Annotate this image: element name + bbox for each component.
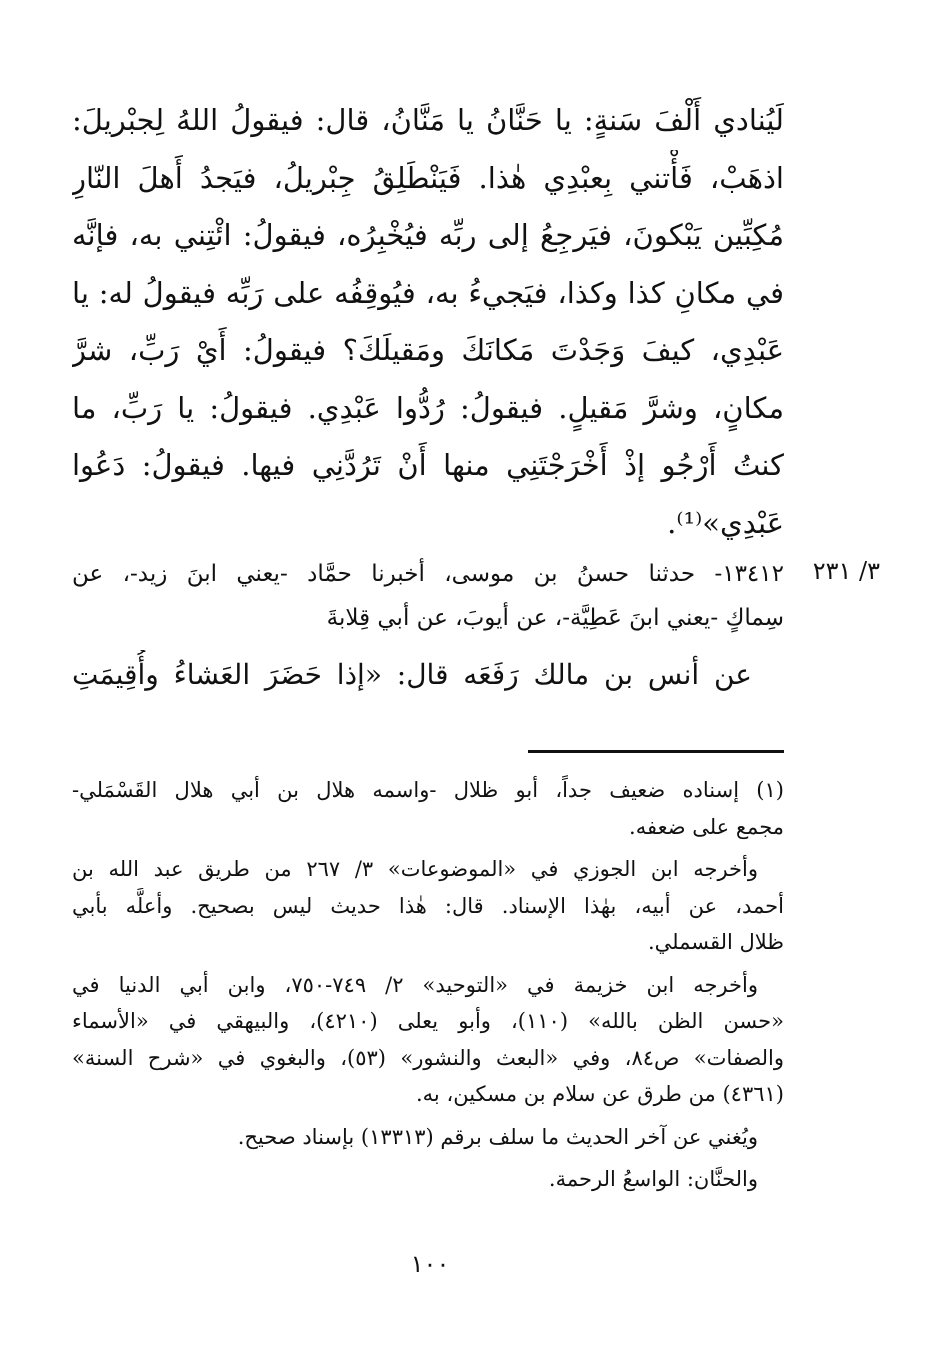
footnote-paragraph <box>72 967 784 1113</box>
isnad-line: سِماكٍ -يعني ابنَ عَطِيَّة-، عن أيوبَ، عن أبي قِلابةَ <box>326 605 784 631</box>
footnote-separator <box>528 750 784 753</box>
footnote-paragraph <box>72 851 784 961</box>
main-text-line: لَيُنادي أَلْفَ سَنةٍ: يا حَنَّانُ يا مَنَّانُ، قال: فيقولُ اللهُ لِجبْريلَ: <box>72 103 784 137</box>
footnote-line: وأخرجه ابن الجوزي في «الموضوعات» ٣/ ٢٦٧ من طريق عبد الله بن <box>72 857 758 881</box>
hadith-isnad <box>72 552 784 640</box>
main-text-line: مكانٍ، وشرَّ مَقيلٍ. فيقولُ: رُدُّوا عَبْدِي. فيقولُ: يا رَبِّ، ما <box>72 390 784 425</box>
footnote-paragraph <box>72 1119 784 1156</box>
footnote-line: والصفات» ص٨٤، وفي «البعث والنشور» (٥٣)، والبغوي في «شرح السنة» <box>72 1045 784 1070</box>
footnote-line: مجمع على ضعفه. <box>629 814 784 839</box>
hadith-matn: عن أنس بن مالك رَفَعَه قال: «إذا حَضَرَ العَشاءُ وأُقِيمَتِ <box>72 658 752 691</box>
footnote-paragraph <box>72 772 784 845</box>
footnote-line: ويُغني عن آخر الحديث ما سلف برقم (١٣٣١٣) بإسناد صحيح. <box>237 1124 758 1149</box>
main-text-block <box>72 92 784 552</box>
isnad-line: ١٣٤١٢- حدثنا حسنُ بن موسى، أخبرنا حمَّاد -يعني ابنَ زيد-، عن <box>72 561 784 587</box>
footnote-paragraph <box>72 1161 784 1198</box>
footnote-line: ظلال القسملي. <box>647 930 784 954</box>
main-text-line: اذهَبْ، فَأْتني بِعبْدِي هٰذا. فَيَنْطَلِقُ جِبْريلُ، فيَجدُ أَهلَ النّارِ <box>72 160 784 195</box>
main-text-line: مُكِبِّين يَبْكونَ، فيَرجِعُ إلى ربِّه فيُخْبِرُه، فيقولُ: ائْتِني به، فإنَّه <box>72 218 784 252</box>
footnote-line: وأخرجه ابن خزيمة في «التوحيد» ٢/ ٧٤٩-٧٥٠، وابن أبي الدنيا في <box>72 972 758 997</box>
footnote-line: (٤٣٦١) من طرق عن سلام بن مسكين، به. <box>415 1082 784 1106</box>
page-number: ١٠٠ <box>410 1250 450 1278</box>
hadith-volume-page-reference: ٣/ ٢٣١ <box>812 557 880 585</box>
footnotes-block <box>72 772 784 1204</box>
main-text-line: كنتُ أَرْجُو إذْ أَخْرَجْتَنِي منها أَنْ تَرُدَّنِي فيها. فيقولُ: دَعُوا <box>72 448 784 482</box>
main-text-line: عَبْدِي»⁽¹⁾. <box>667 505 784 540</box>
footnote-line: أحمد، عن أبيه، بهٰذا الإسناد. قال: هٰذا حديث ليس بصحيح. وأعلَّه بأبي <box>72 893 784 918</box>
footnote-line: «حسن الظن بالله» (١١٠)، وأبو يعلى (٤٢١٠)، والبيهقي في «الأسماء <box>72 1009 784 1033</box>
main-text-line: في مكانِ كذا وكذا، فيَجيءُ به، فيُوقِفُه على رَبِّه فيقولُ له: يا <box>72 275 784 310</box>
main-text-line: عَبْدِي، كيفَ وَجَدْتَ مَكانَكَ ومَقيلَكَ؟ فيقولُ: أَيْ رَبِّ، شرَّ <box>72 333 784 367</box>
footnote-line: والحنَّان: الواسعُ الرحمة. <box>548 1167 758 1191</box>
footnote-line: (١) إسناده ضعيف جداً، أبو ظلال -واسمه هلال بن أبي هلال القَسْمَلي- <box>72 778 784 802</box>
